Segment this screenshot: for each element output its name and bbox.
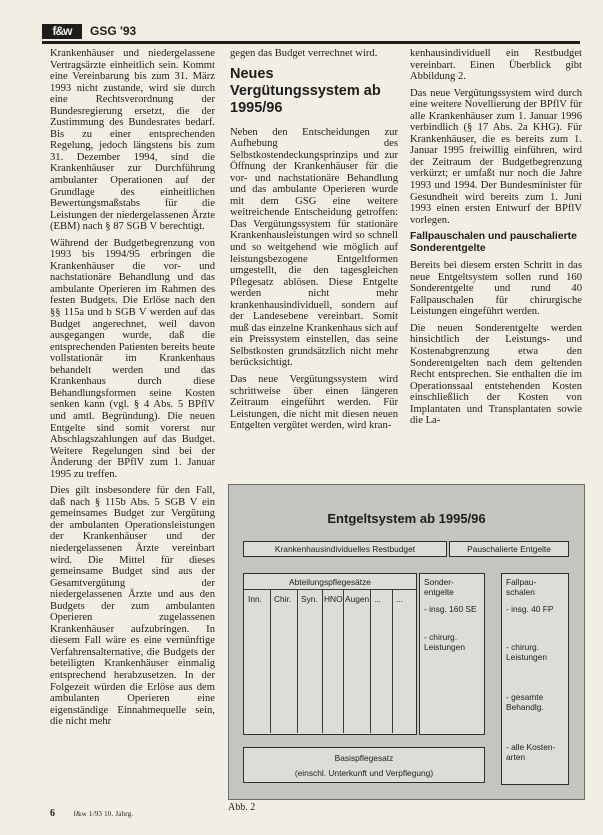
paragraph: Neben den Entscheidungen zur Aufhebung des Selbstkostendeckungsprinzips und zur Öffnung der Krankenhäuser für die vor- und nachstationäre Behandlung und das ambulante Operieren wurde mit dem GSG eine weitere weitreichende Entscheidung getroffen: Das Vergütungssystem für stationäre Krankenhausleistungen wird so schnell und so weitgehend wie möglich auf leistungsbezogene Entgeltformen umgestellt, die den tagesgleichen Pflegesatz ablösen. Diese Entgelte werden nicht mehr krankenhausindividuell, sondern auf der Landesebene vereinbart. Somit muß das einzelne Krankenhaus sich auf ein Preissystem einstellen, das seine Selbstkosten grundsätzlich nicht mehr berücksichtigt. <box>230 126 398 369</box>
dept-label: ... <box>374 594 381 604</box>
figure-title: Entgeltsystem ab 1995/96 <box>327 511 486 526</box>
fall-item: - chirurg. Leistungen <box>506 642 547 662</box>
subsection-heading: Fallpauschalen und pauschalierte Sonderentgelte <box>410 231 577 255</box>
paragraph: Das neue Vergütungssystem wird schrittweise über einen längeren Zeitraum eingeführt werden. Für Leistungen, die nicht mit diesen neuen Entgelten vergütet werden, wird kran- <box>230 374 398 432</box>
sonder-item: - insg. 160 SE <box>424 604 477 614</box>
basispflegesatz-box <box>243 747 485 783</box>
paragraph: Krankenhäuser und niedergelassene Vertragsärzte einheitlich sein. Kommt eine Vereinbarung bis zum 31. März 1993 nicht zustande, wird sie durch eine Rechtsverordnung der Bundesregierung ersetzt, die der Zustimmung des Bundesrates bedarf. Bis zu einer entsprechenden Regelung, jedoch längstens bis zum 31. Dezember 1994, sind die Krankenhäuser zur Durchführung ambulanter Operationen auf der Grundlage des einheitlichen Bewertungsmaßstabs für die Leistungen der niedergelassenen Ärzte (EBM) nach § 87 SGB V berechtigt. <box>50 48 215 233</box>
paragraph: kenhausindividuell ein Restbudget vereinbart. Einen Überblick gibt Abbildung 2. <box>410 48 582 83</box>
figure-entgeltsystem <box>228 484 585 800</box>
divider <box>370 590 371 733</box>
restbudget-label: Krankenhausindividuelles Restbudget <box>274 544 416 554</box>
paragraph: Während der Budgetbegrenzung von 1993 bis 1994/95 erbringen die Krankenhäuser die vor- und nachstationäre Behandlung und das ambulante Operieren im Rahmen des festen Budgets. Die Erlöse nach den §§ 115a und b SGB V werden auf das Budget angerechnet, weil davon ausgegangen wurde, daß die entsprechenden Patienten bereits heute vollstationär im Krankenhaus behandelt werden und das Krankenhaus durch diese Behandlungsformen seine Kosten senken kann (vgl. § 4 Abs. 5 BPflV und amtl. Begründung). Die neuen Entgelte sind somit vorerst nur Abschlagszahlungen auf das Budget. Weitere Regelungen sind bei der Änderung der BPflV zum 1. Januar 1995 zu treffen. <box>50 237 215 480</box>
dept-label: Chir. <box>274 594 292 604</box>
divider <box>297 590 298 733</box>
text-column-1 <box>50 48 215 733</box>
divider <box>343 590 344 733</box>
dept-label: HNO <box>324 594 343 604</box>
section-tag: GSG '93 <box>90 24 137 38</box>
basis-title: Basispflegesatz <box>334 753 394 763</box>
paragraph: Bereits bei diesem ersten Schritt in das neue Entgeltsystem sollen rund 160 Sonderentgelte und rund 40 Fallpauschalen für chirurgische Leistungen eingeführt werden. <box>410 260 582 318</box>
paragraph: Dies gilt insbesondere für den Fall, daß nach § 115b Abs. 5 SGB V ein gemeinsames Budget zur Vergütung der ambulanten Operationsleistungen der Krankenhäuser und der niedergelassenen Ärzte vereinbart wird. Die Mittel für dieses gemeinsame Budget sind aus der Gesamtvergütung der niedergelassenen Ärzte und aus den Budgets der zum ambulanten Operieren zugelassenen Krankenhäuser aufzubringen. In diesem Fall wäre es eine vernünftige Verfahrensalternative, die Budgets der beteiligten Krankenhäuser einmalig entsprechend herabzusetzen. In der Folgezeit würden die Erlöse aus dem ambulanten Operieren eine eigenständige Einnahmequelle sein, die nicht mehr <box>50 485 215 728</box>
fall-item: - insg. 40 FP <box>506 604 554 614</box>
journal-logo: f&w <box>42 24 82 39</box>
paragraph: gegen das Budget verrechnet wird. <box>230 48 378 59</box>
paragraph: Die neuen Sonderentgelte werden hinsichtlich der Leistungs- und Kostenabgrenzung etwa den Sonderentgelten nach dem geltenden Recht entsprechen. Sie enthalten die im Operationssaal entstehenden Kosten einschließlich der Kosten von Implantaten und Transplantaten sowie die La- <box>410 322 582 427</box>
dept-label: Augen <box>345 594 370 604</box>
fall-title: Fallpau-schalen <box>506 577 537 597</box>
divider <box>322 590 323 733</box>
header-rule <box>42 41 580 44</box>
pauschal-box <box>449 541 569 557</box>
page-header <box>42 24 580 40</box>
sonderentgelte-box <box>419 573 485 735</box>
fall-item: - gesamte Behandlg. <box>506 692 544 712</box>
dept-label: ... <box>396 594 403 604</box>
footer-source: f&w 1/93 10. Jahrg. <box>73 810 134 818</box>
sonder-item: - chirurg. Leistungen <box>424 632 465 652</box>
restbudget-box <box>243 541 447 557</box>
figure-caption: Abb. 2 <box>228 802 256 813</box>
sonder-title: Sonder-entgelte <box>424 577 454 597</box>
text-column-3 <box>410 48 582 432</box>
page-footer <box>50 808 133 819</box>
fallpauschalen-box <box>501 573 569 785</box>
text-column-2 <box>230 48 398 437</box>
abteilung-label: Abteilungspflegesätze <box>289 577 371 587</box>
basis-subtitle: (einschl. Unterkunft und Verpflegung) <box>294 768 434 778</box>
pauschal-label: Pauschalierte Entgelte <box>467 544 551 554</box>
dept-label: Inn. <box>248 594 262 604</box>
paragraph: Das neue Vergütungssystem wird durch eine weitere Novellierung der BPflV für alle Krankenhäuser zum 1. Januar 1996 verbindlich (§ 17 Abs. 2a KHG). Für Krankenhäuser, die es bereits zum 1. Januar 1995 freiwillig einführen, wird der Zeitraum der Budgetbegrenzung verkürzt; er umfaßt nur noch die Jahre 1993 und 1994. Der Bundesminister für Gesundheit wird bereits zum 1. Juni 1993 einen ersten Entwurf der BPflV vorlegen. <box>410 87 582 226</box>
divider <box>270 590 271 733</box>
fall-item: - alle Kosten-arten <box>506 742 556 762</box>
abteilung-box <box>243 573 417 735</box>
dept-label: Syn. <box>301 594 318 604</box>
section-heading: Neues Vergütungssystem ab 1995/96 <box>230 65 381 116</box>
page-number: 6 <box>50 808 55 819</box>
divider <box>392 590 393 733</box>
